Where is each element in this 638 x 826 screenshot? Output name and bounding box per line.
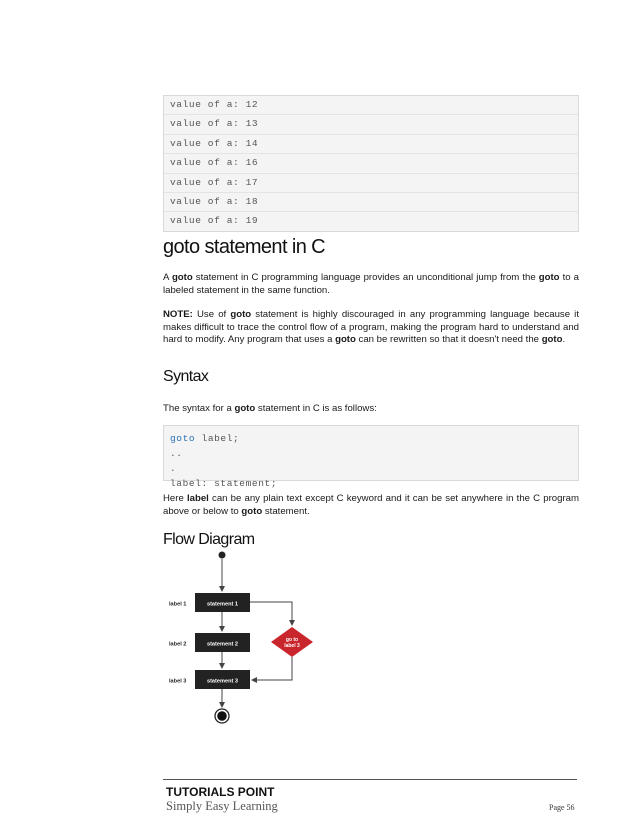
code-line: goto label; xyxy=(170,433,240,444)
statement-2-text: statement 2 xyxy=(206,641,239,648)
decision-text-line1: go to xyxy=(285,637,299,643)
statement-1-text: statement 1 xyxy=(206,601,239,608)
code-line: value of a: 19 xyxy=(164,211,578,230)
label-3-text: label 3 xyxy=(169,678,187,685)
code-line: value of a: 14 xyxy=(164,134,578,153)
statement-3-text: statement 3 xyxy=(206,678,239,685)
section-heading-goto: goto statement in C xyxy=(163,236,326,258)
syntax-intro-paragraph: The syntax for a goto statement in C is as follows: xyxy=(163,403,377,414)
code-line: value of a: 13 xyxy=(164,114,578,133)
footer-title: TUTORIALS POINT xyxy=(166,785,275,799)
end-node-inner xyxy=(217,711,227,721)
footer-divider xyxy=(163,779,577,780)
goto-note-paragraph: NOTE: Use of goto statement is highly discouraged in any programming language because it makes difficult to trace the control flow of a program, making the program hard to understand and hard to modify. Any program that uses a goto can be rewritten so that it doesn't need the goto. xyxy=(163,309,579,346)
section-heading-syntax: Syntax xyxy=(163,368,209,385)
label-1-text: label 1 xyxy=(169,601,187,608)
footer-tagline: Simply Easy Learning xyxy=(166,799,278,813)
decision-text-line2: label 3 xyxy=(284,643,300,649)
goto-flow-diagram xyxy=(163,545,313,730)
section-heading-flow-diagram: Flow Diagram xyxy=(163,531,255,548)
syntax-explain-paragraph: Here label can be any plain text except C keyword and it can be set anywhere in the C program above or below to goto statement. xyxy=(163,493,579,517)
code-line: value of a: 18 xyxy=(164,192,578,211)
flow-arrow xyxy=(250,602,292,625)
page-number: Page 56 xyxy=(549,803,575,812)
code-line: value of a: 12 xyxy=(170,99,259,110)
start-node xyxy=(219,552,226,559)
code-line: .. xyxy=(170,448,183,459)
code-line: . xyxy=(170,463,177,474)
label-2-text: label 2 xyxy=(169,641,187,648)
code-line: value of a: 17 xyxy=(164,173,578,192)
output-code-block xyxy=(163,95,579,232)
flow-arrow xyxy=(252,657,292,680)
goto-intro-paragraph: A goto statement in C programming language provides an unconditional jump from the goto to a labeled statement in the same function. xyxy=(163,272,579,296)
code-line: value of a: 16 xyxy=(164,153,578,172)
code-line: label: statement; xyxy=(170,478,278,489)
syntax-code-block xyxy=(163,425,579,489)
